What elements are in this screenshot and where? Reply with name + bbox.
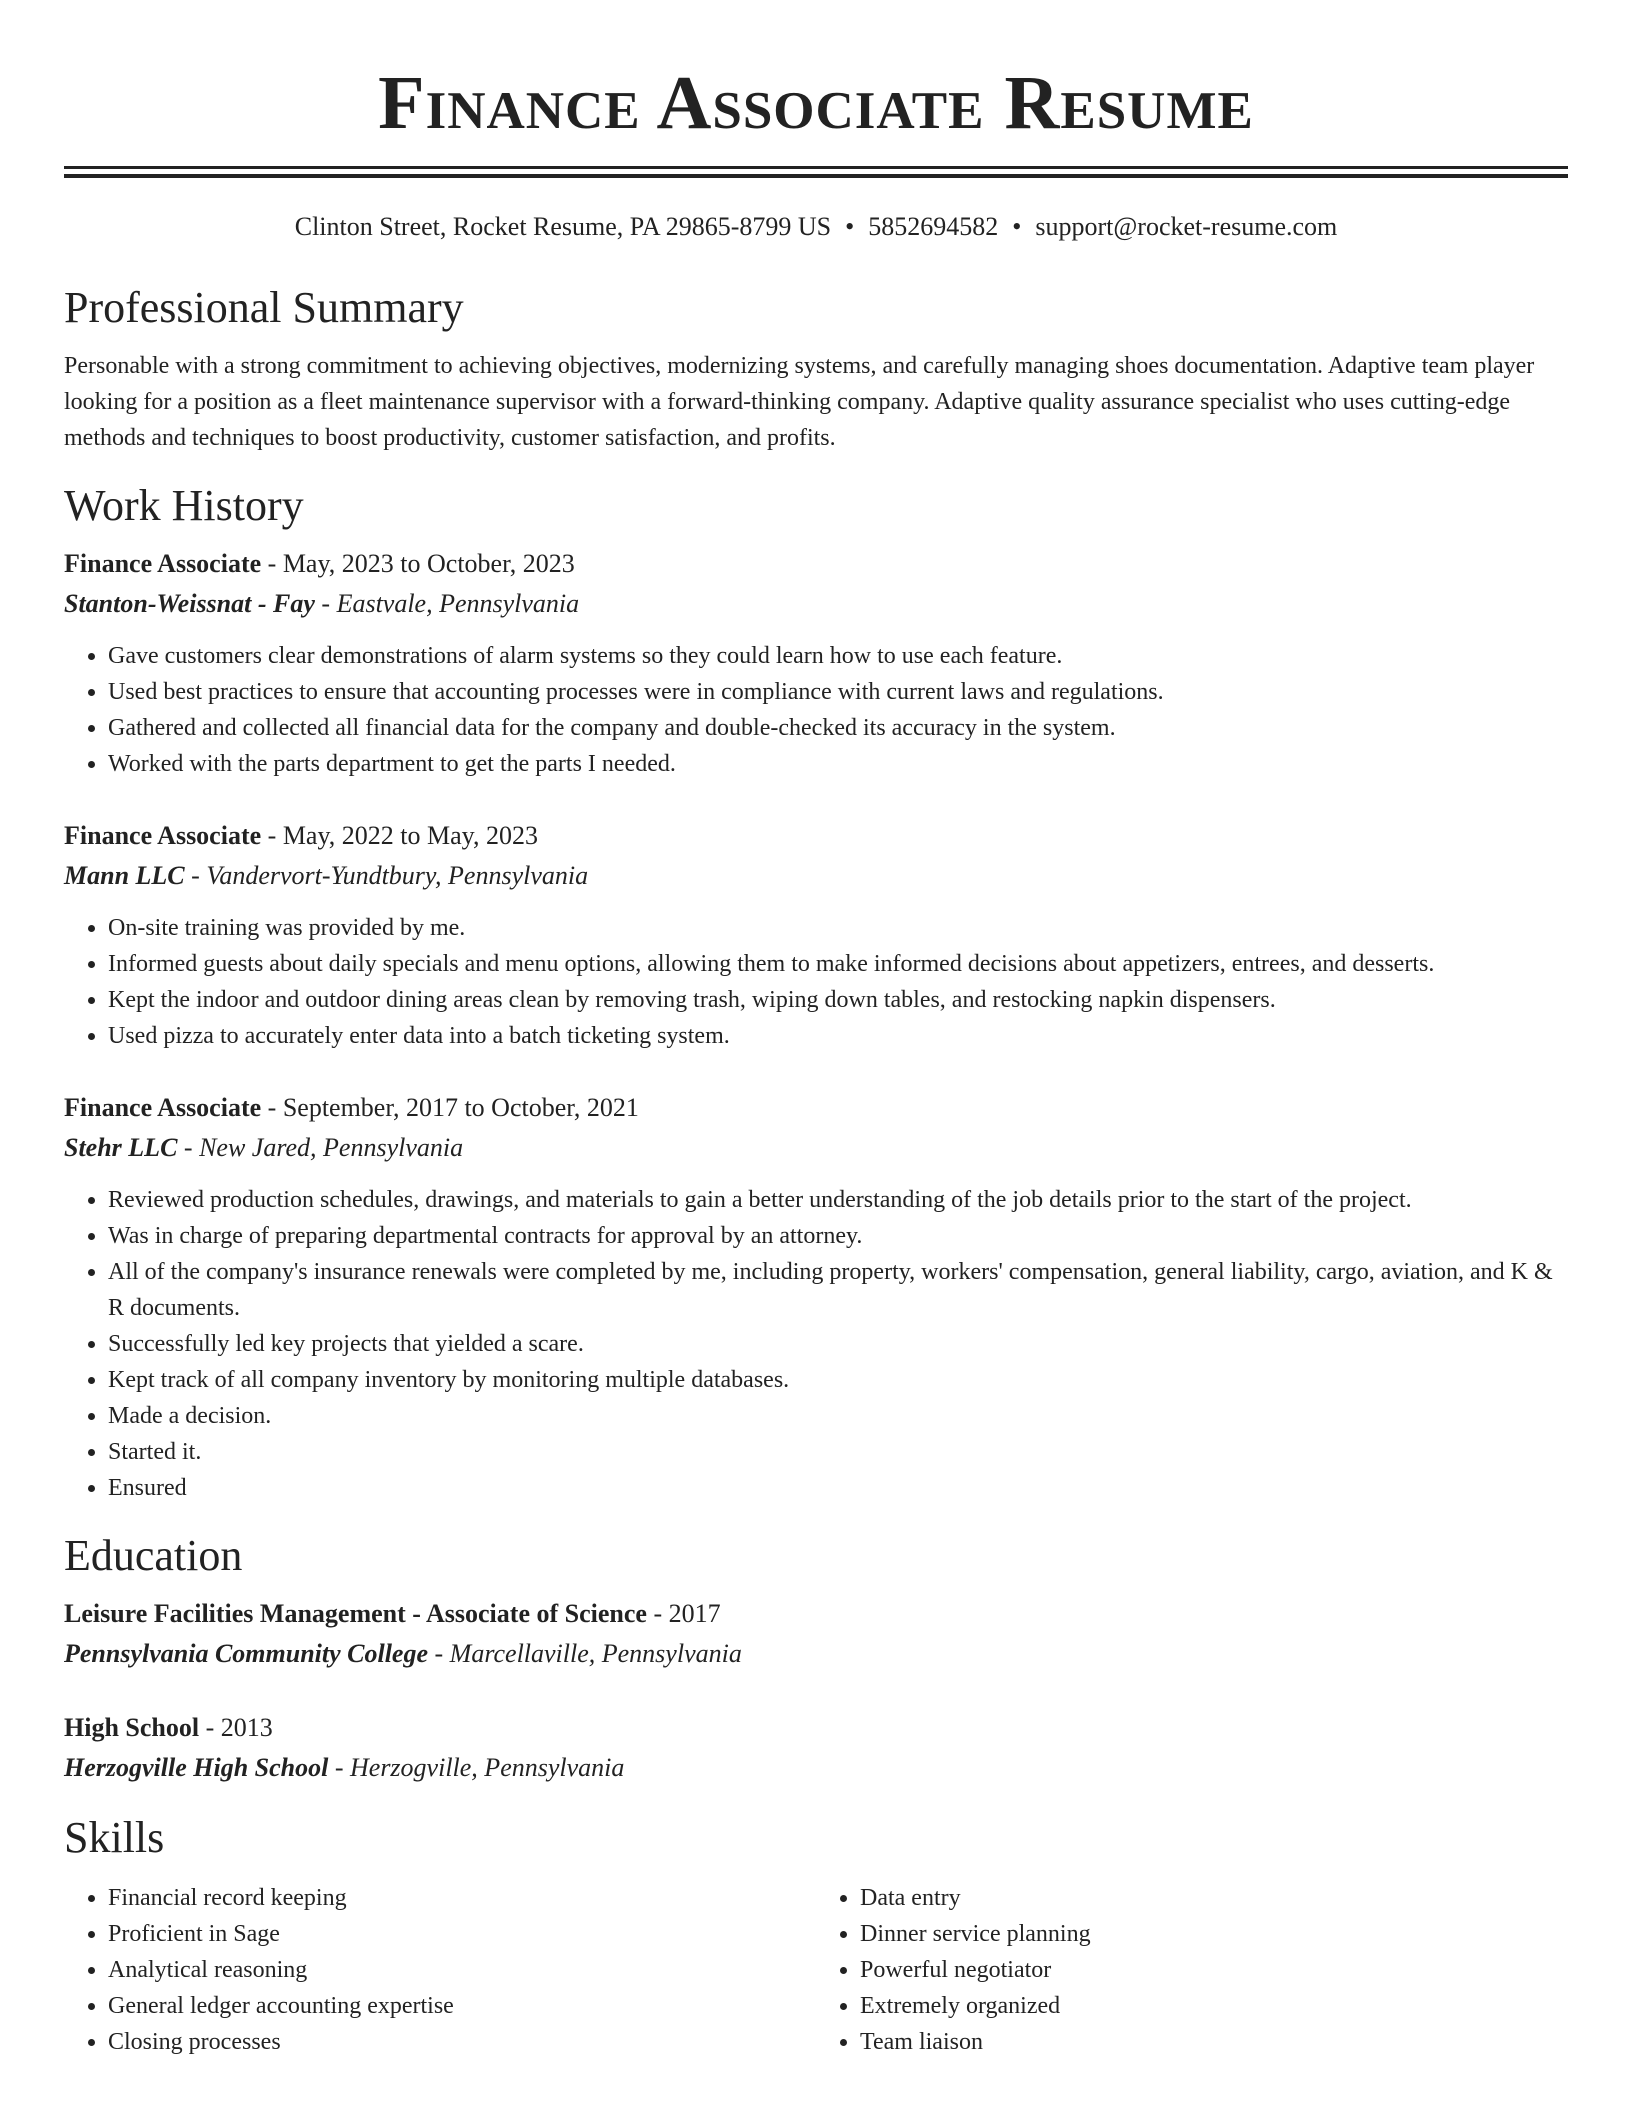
job-company-line [64,584,1568,624]
job-title-line [64,1088,1568,1128]
job-duty: • Gathered and collected all financial data for the company and double-checked its accuracy in the system. [108,710,1568,746]
summary-text: Personable with a strong commitment to achieving objectives, modernizing systems, and carefully managing shoes documentation. Adaptive team player looking for a position as a fleet maintenance supervisor with a forward-thinking company. Adaptive quality assurance specialist who uses cutting-edge methods and techniques to boost productivity, customer satisfaction, and profits. [64,353,1535,451]
education-school-line [64,1748,1568,1788]
job-duty: • Made a decision. [108,1398,1568,1434]
job-company: Mann LLC [64,861,185,890]
education-location: - Herzogville, Pennsylvania [328,1753,625,1782]
job-location: - Vandervort-Yundtbury, Pennsylvania [184,861,589,890]
skills-heading: Skills [64,1813,165,1862]
skill-item: • Closing processes [108,2024,816,2060]
contact-separator: • [845,212,855,241]
job-duty: • Used best practices to ensure that accounting processes were in compliance with current laws and regulations. [108,674,1568,710]
job-duty: • Reviewed production schedules, drawings, and materials to gain a better understanding of the job details prior to the start of the project. [108,1182,1568,1218]
job-duty: • Kept the indoor and outdoor dining areas clean by removing trash, wiping down tables, and restocking napkin dispensers. [108,982,1568,1018]
job-title: Finance Associate [64,821,262,850]
resume-title: Finance Associate Resume [378,61,1254,145]
education-year: - 2017 [646,1599,721,1628]
job-duty: • Gave customers clear demonstrations of alarm systems so they could learn how to use each feature. [108,638,1568,674]
education-entry [64,1708,1568,1788]
education-school-line [64,1634,1568,1674]
education-year: - 2013 [199,1713,273,1742]
education-heading: Education [64,1531,243,1580]
job-title-line [64,816,1568,856]
skill-item: • Proficient in Sage [108,1916,816,1952]
skill-item: • General ledger accounting expertise [108,1988,816,2024]
job-duty: • Used pizza to accurately enter data into a batch ticketing system. [108,1018,1568,1054]
job-title: Finance Associate [64,549,262,578]
education-degree: Leisure Facilities Management - Associate of Science [64,1599,647,1628]
education-degree-line [64,1708,1568,1748]
job-title: Finance Associate [64,1093,262,1122]
contact-separator: • [1012,212,1022,241]
job-company-line [64,856,1568,896]
job-duty: • Successfully led key projects that yielded a scare. [108,1326,1568,1362]
job-duty: • Was in charge of preparing departmental contracts for approval by an attorney. [108,1218,1568,1254]
work-history-heading: Work History [64,481,304,530]
job-duty: • All of the company's insurance renewals were completed by me, including property, workers' compensation, general liability, cargo, aviation, and K & R documents. [108,1254,1568,1326]
contact-line [64,210,1568,244]
skill-item: • Analytical reasoning [108,1952,816,1988]
job-duties [64,910,1568,1054]
job-location: - New Jared, Pennsylvania [177,1133,464,1162]
divider-thin-line [64,174,1568,178]
job-entry [64,1088,1568,1506]
job-duties [64,1182,1568,1506]
skill-item: • Financial record keeping [108,1880,816,1916]
education-location: - Marcellaville, Pennsylvania [428,1639,742,1668]
job-company: Stanton-Weissnat - Fay [64,589,315,618]
skills-list [64,1880,1568,2060]
job-entry [64,816,1568,1054]
job-duty: • Kept track of all company inventory by monitoring multiple databases. [108,1362,1568,1398]
skill-item: • Extremely organized [860,1988,1568,2024]
skill-item: • Dinner service planning [860,1916,1568,1952]
skill-item: • Team liaison [860,2024,1568,2060]
job-duty: • Ensured [108,1470,1568,1506]
job-duty: • Informed guests about daily specials and menu options, allowing them to make informed decisions about appetizers, entrees, and desserts. [108,946,1568,982]
job-dates: - September, 2017 to October, 2021 [261,1093,639,1122]
education-degree: High School [64,1713,200,1742]
contact-phone: 5852694582 [868,212,999,241]
job-dates: - May, 2023 to October, 2023 [261,549,575,578]
contact-address: Clinton Street, Rocket Resume, PA 29865-8799 US [294,212,832,241]
job-location: - Eastvale, Pennsylvania [314,589,580,618]
education-degree-line [64,1594,1568,1634]
education-school: Pennsylvania Community College [64,1639,429,1668]
skill-item: • Data entry [860,1880,1568,1916]
education-school: Herzogville High School [64,1753,329,1782]
skills-column-right [816,1880,1568,2060]
title-divider [64,166,1568,178]
job-company-line [64,1128,1568,1168]
contact-email: support@rocket-resume.com [1035,212,1338,241]
job-duty: • Worked with the parts department to get the parts I needed. [108,746,1568,782]
skill-item: • Powerful negotiator [860,1952,1568,1988]
job-entry [64,544,1568,782]
job-dates: - May, 2022 to May, 2023 [261,821,538,850]
education-entry [64,1594,1568,1674]
job-duty: • On-site training was provided by me. [108,910,1568,946]
skills-column-left [64,1880,816,2060]
summary-heading: Professional Summary [64,283,464,332]
job-duty: • Started it. [108,1434,1568,1470]
job-company: Stehr LLC [64,1133,178,1162]
job-title-line [64,544,1568,584]
job-duties [64,638,1568,782]
